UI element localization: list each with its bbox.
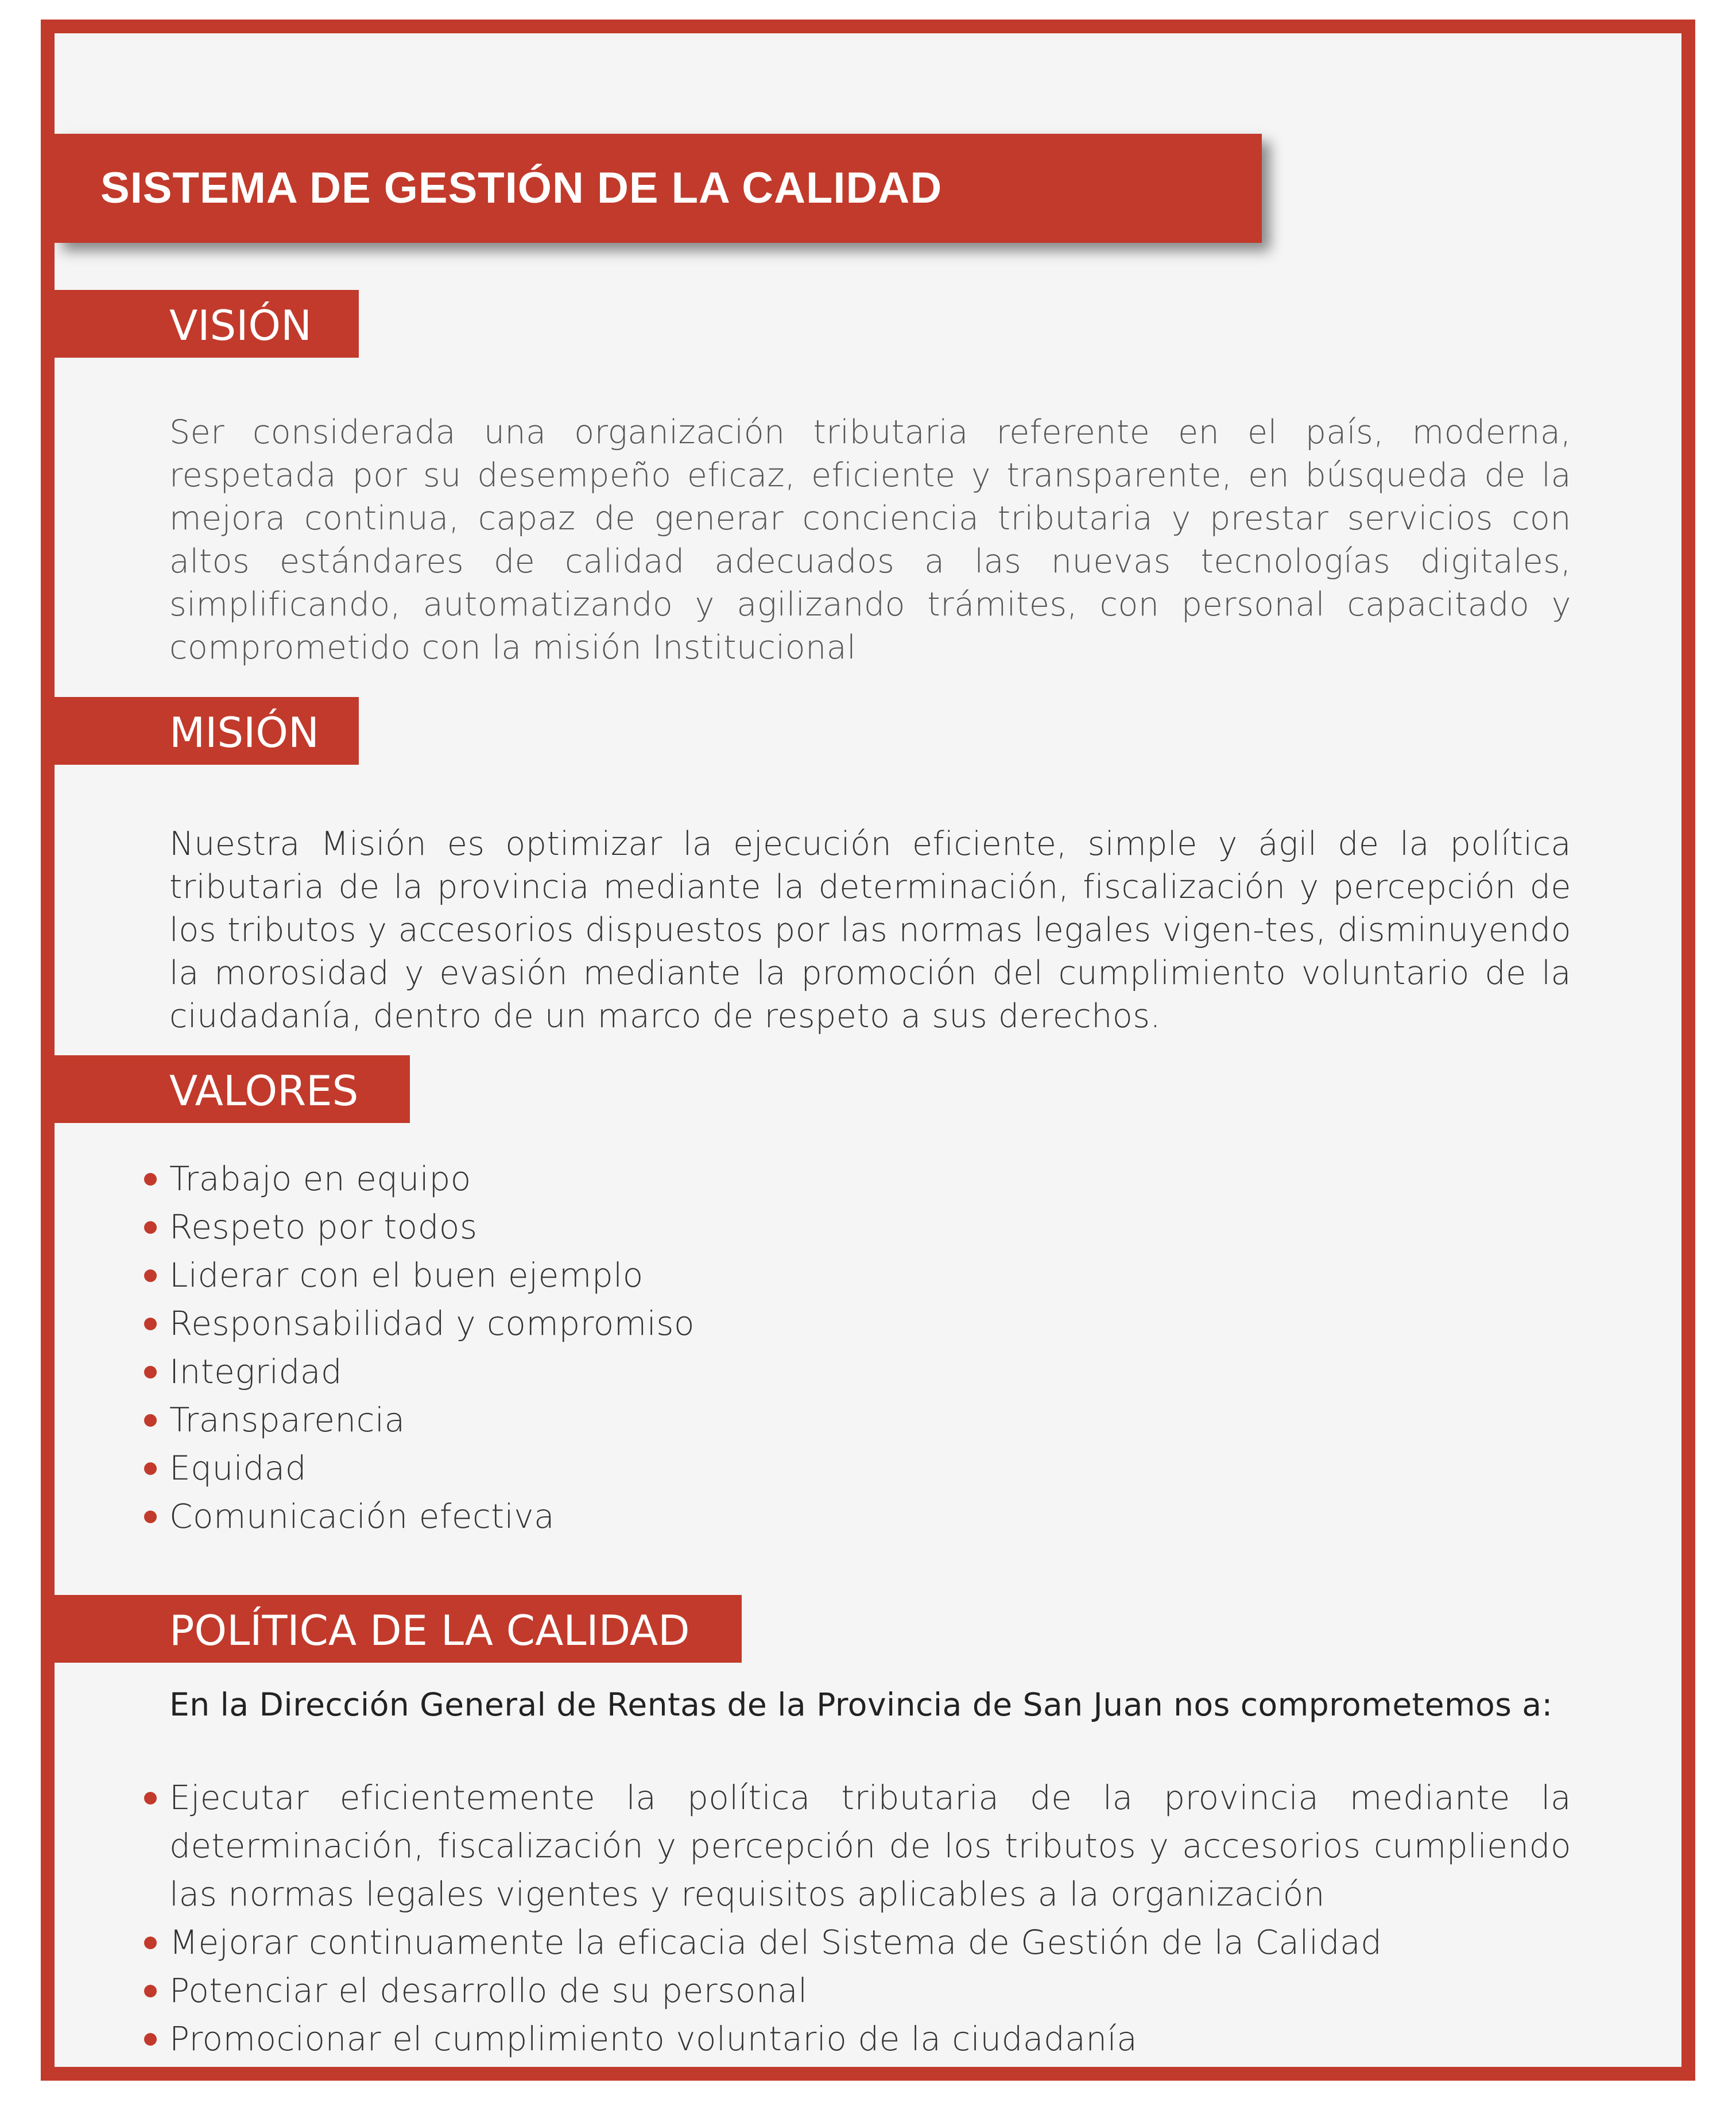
politica-intro: En la Dirección General de Rentas de la Provincia de San Juan nos comprometemos a: (169, 1686, 1553, 1723)
politica-item-2 (141, 1918, 1571, 1966)
vision-heading-tab (55, 290, 359, 358)
bullet-dot-icon (144, 2033, 157, 2046)
politica-item-label: Ejecutar eficientemente la política tributaria de la provincia mediante la determinación, fiscalización y percepción de los tributos y accesorios cumpliendo las normas legales vigentes y requisitos aplicables a la organización (169, 1778, 1571, 1914)
valores-item-4 (141, 1299, 1576, 1347)
valores-heading-tab (55, 1055, 410, 1123)
page-title: SISTEMA DE GESTIÓN DE LA CALIDAD (100, 164, 943, 212)
valores-item-label: Liderar con el buen ejemplo (169, 1256, 644, 1295)
bullet-dot-icon (144, 1318, 157, 1330)
politica-item-1 (141, 1774, 1571, 1918)
politica-heading: POLÍTICA DE LA CALIDAD (169, 1606, 690, 1655)
bullet-dot-icon (144, 1937, 157, 1949)
bullet-dot-icon (144, 1792, 157, 1805)
valores-item-5 (141, 1347, 1576, 1396)
valores-item-label: Integridad (169, 1352, 343, 1391)
mision-text: Nuestra Misión es optimizar la ejecución eficiente, simple y ágil de la política tributaria de la provincia mediante la determinación, fiscalización y percepción de los tributos y accesorios dispuestos por las normas legales vigen-tes, disminuyendo la morosidad y evasión mediante la promoción del cumplimiento voluntario de la ciudadanía, dentro de un marco de respeto a sus derechos. (169, 825, 1571, 1035)
bullet-dot-icon (144, 1269, 157, 1282)
bullet-dot-icon (144, 1414, 157, 1427)
valores-item-2 (141, 1203, 1576, 1251)
mision-heading-tab (55, 697, 359, 765)
politica-item-label: Potenciar el desarrollo de su personal (169, 1971, 808, 2010)
politica-heading-tab (55, 1595, 742, 1663)
bullet-dot-icon (144, 1462, 157, 1475)
valores-item-8 (141, 1492, 1576, 1540)
bullet-dot-icon (144, 1221, 157, 1234)
bullet-dot-icon (144, 1985, 157, 1997)
valores-item-label: Comunicación efectiva (169, 1497, 555, 1536)
valores-item-label: Respeto por todos (169, 1207, 478, 1246)
valores-item-7 (141, 1444, 1576, 1492)
valores-list (141, 1155, 1576, 1540)
valores-item-3 (141, 1251, 1576, 1299)
vision-text: Ser considerada una organización tributaria referente en el país, moderna, respetada por su desempeño eficaz, eficiente y transparente, en búsqueda de la mejora continua, capaz de generar conciencia tributaria y prestar servicios con altos estándares de calidad adecuados a las nuevas tecnologías digitales, simplificando, automatizando y agilizando trámites, con personal capacitado y comprometido con la misión Institucional (169, 413, 1571, 667)
politica-list (141, 1774, 1576, 2063)
politica-item-4 (141, 2015, 1571, 2063)
politica-item-label: Promocionar el cumplimiento voluntario de la ciudadanía (169, 2019, 1138, 2058)
bullet-dot-icon (144, 1366, 157, 1378)
politica-item-3 (141, 1966, 1571, 2015)
document-frame (41, 20, 1695, 2081)
valores-item-6 (141, 1396, 1576, 1444)
vision-heading: VISIÓN (169, 301, 312, 350)
valores-item-label: Responsabilidad y compromiso (169, 1304, 695, 1343)
politica-item-label: Mejorar continuamente la eficacia del Sistema de Gestión de la Calidad (169, 1923, 1382, 1962)
title-banner (55, 134, 1262, 243)
valores-item-label: Equidad (169, 1449, 307, 1488)
valores-item-label: Trabajo en equipo (169, 1159, 471, 1198)
valores-item-1 (141, 1155, 1576, 1203)
mision-heading: MISIÓN (169, 708, 319, 757)
valores-heading: VALORES (169, 1067, 359, 1115)
bullet-dot-icon (144, 1173, 157, 1186)
valores-item-label: Transparencia (169, 1400, 405, 1439)
bullet-dot-icon (144, 1511, 157, 1523)
